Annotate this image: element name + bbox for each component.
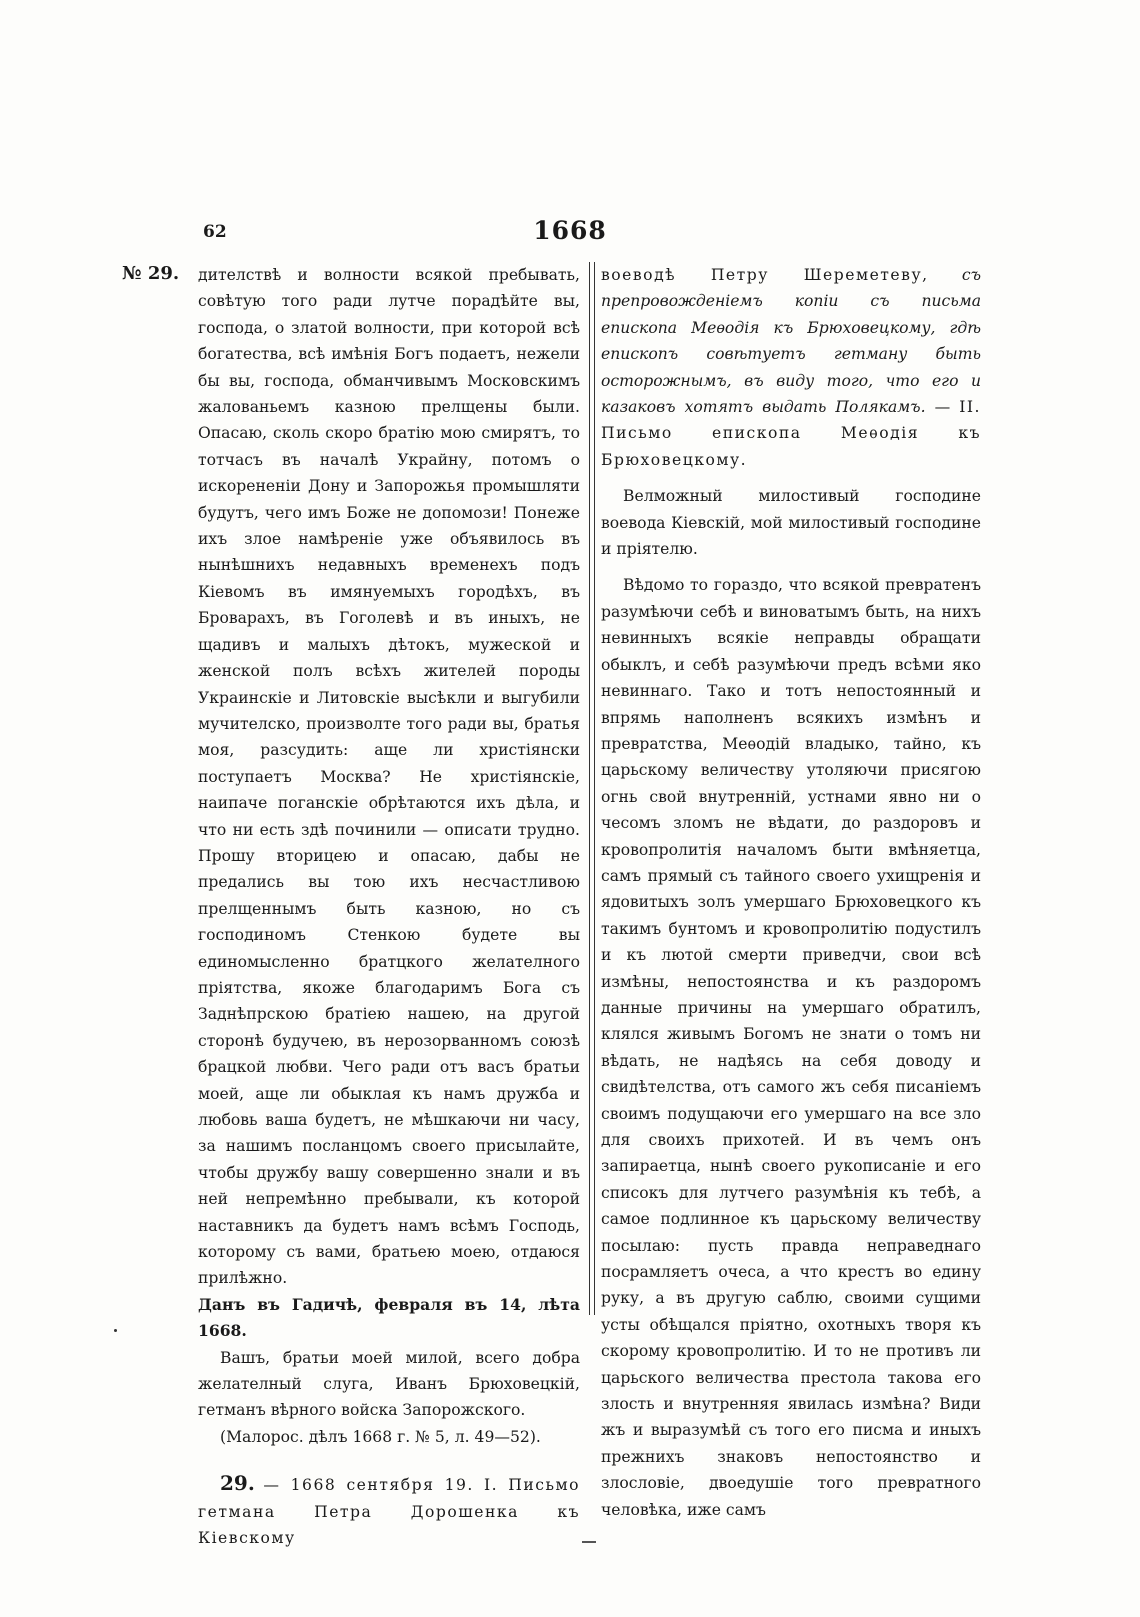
letter-body-text: дителствѣ и волности всякой пребывать, совѣтую того ради лутче порадѣйте вы, господа, о златой волности, при которой всѣ богатества, всѣ имѣнія Богъ подаетъ, нежели бы вы, господа, обманчивымъ Московскимъ жалованьемъ казною прелщены были. Опасаю, сколь скоро братію мою смирятъ, то тотчасъ въ началѣ Украйну, потомъ о искорененіи Дону и Запорожья промышляти будутъ, чего имъ Боже не допомози! Понеже ихъ злое намѣреніе уже объявилось въ нынѣшнихъ недавныхъ временехъ подъ Кіевомъ въ имянуемыхъ городѣхъ, въ Броварахъ, въ Гоголевѣ и въ иныхъ, не щадивъ и малыхъ дѣтокъ, мужеской и женской полъ всѣхъ жителей породы Украинскіе и Литовскіе высѣкли и выгубили мучителско, произволте того ради вы, братья моя, разсудить: аще ли христіянски поступаетъ Москва? Не христіянскіе, наипаче поганскіе обрѣтаются ихъ дѣла, и что ни есть здѣ починили — описати трудно. Прошу вторицею и опасаю, дабы не предались вы тою ихъ несчастливою прелщеннымъ быть казною, но съ господиномъ Стенкою будете вы единомысленно братцкого желателного пріятства, якоже благодаримъ Бога съ Заднѣпрскою братіею нашею, на другой сторонѣ будучею, въ нерозорванномъ союзѣ брацкой любви. Чего ради отъ васъ братьи моей, аще ли обыклая къ намъ дружба и любовь ваша будетъ, не мѣшкаючи ни часу, за нашимъ посланцомъ своего присылайте, чтобы дружбу вашу совершенно знали и въ ней непремѣнно пребывали, къ которой наставникъ да будетъ намъ всѣмъ Господь, которому съ вами, братьею моею, отдаюся прилѣжно. <box>198 266 580 1288</box>
document-heading-text: — 1668 сентября 19. I. Письмо гетмана Петра Дорошенка къ Кіевскому <box>198 1476 580 1548</box>
document-heading <box>198 1470 580 1551</box>
footer-mark <box>582 1541 596 1543</box>
letter-signature: Вашъ, братьи моей милой, всего добра желателный слуга, Иванъ Брюховецкій, гетманъ вѣрного войска Запорожского. <box>198 1348 580 1420</box>
heading-recipient: воеводѣ Петру Шереметеву, <box>601 266 929 284</box>
letter-body-right: Вѣдомо то гораздо, что всякой превратенъ разумѣючи себѣ и виноватымъ быть, на нихъ невинныхъ всякіе неправды обращати обыклъ, и себѣ разумѣючи предъ всѣми яко невиннаго. Тако и тотъ непостоянный и впрямь наполненъ всякихъ измѣнъ и превратства, Меѳодій владыко, тайно, къ царьскому величеству утоляючи присягою огнь свой внутренній, устнами явно ни о чесомъ зломъ не вѣдати, до раздоровъ и кровопролитія началомъ быти вмѣняетца, самъ прямый съ тайного своего ухищренія и ядовитыхъ золъ умершаго Брюховецкого къ такимъ бунтомъ и кровопролитію подустилъ и къ лютой смерти приведчи, свои всѣ измѣны, непостоянства и къ раздоромъ данные причины на умершаго обратилъ, клялся живымъ Богомъ не знати о томъ ни вѣдать, не надѣясь на себя доводу и свидѣтелства, отъ самого жъ себя писаніемъ своимъ подущаючи его умершаго на все зло для своихъ прихотей. И въ чемъ онъ запираетца, нынѣ своего рукописаніе и его списокъ для лутчего разумѣнія къ тебѣ, а самое подлинное къ царьскому величеству посылаю: пусть правда неправеднаго посрамляетъ очеса, а что крестъ во едину руку, а въ другую саблю, своими сущими усты обѣщался пріятно, охотныхъ творя къ скорому кровопролитію. И то не противъ ли царьского величества престола такова его злость и внутренняя явилась измѣна? Види жъ и выразумѣй съ того его писма и иныхъ прежнихъ знаковъ непостоянство и злословіе, двоедушіе того превратного человѣка, иже самъ <box>601 576 981 1519</box>
running-head-year: 1668 <box>533 216 607 245</box>
heading-dash: — <box>934 398 951 417</box>
letter-date-line: Данъ въ Гадичѣ, февраля въ 14, лѣта 1668. <box>198 1294 580 1341</box>
left-column <box>198 262 580 1552</box>
column-divider <box>589 262 595 1315</box>
right-column <box>601 262 981 1523</box>
document-number: 29. <box>220 1471 255 1496</box>
source-reference: (Малорос. дѣлъ 1668 г. № 5, л. 49—52). <box>220 1427 541 1446</box>
letter-salutation: Велможный милостивый господине воевода Кіевскій, мой милостивый господине и пріятелю. <box>601 487 981 559</box>
page-number: 62 <box>203 222 227 242</box>
document-number-marker: № 29. <box>122 263 180 284</box>
heading-continuation <box>601 262 981 473</box>
heading-summary: съ препровожденіемъ копіи съ письма епископа Меѳодія къ Брюховецкому, гдѣ епископъ совѣтуетъ гетману быть осторожнымъ, въ виду того, что его и казаковъ хотятъ выдать Полякамъ. <box>601 266 981 417</box>
heading-part-two: II. Письмо епископа Меѳодія къ Брюховецкому. <box>601 398 981 469</box>
stray-mark <box>114 1329 117 1332</box>
